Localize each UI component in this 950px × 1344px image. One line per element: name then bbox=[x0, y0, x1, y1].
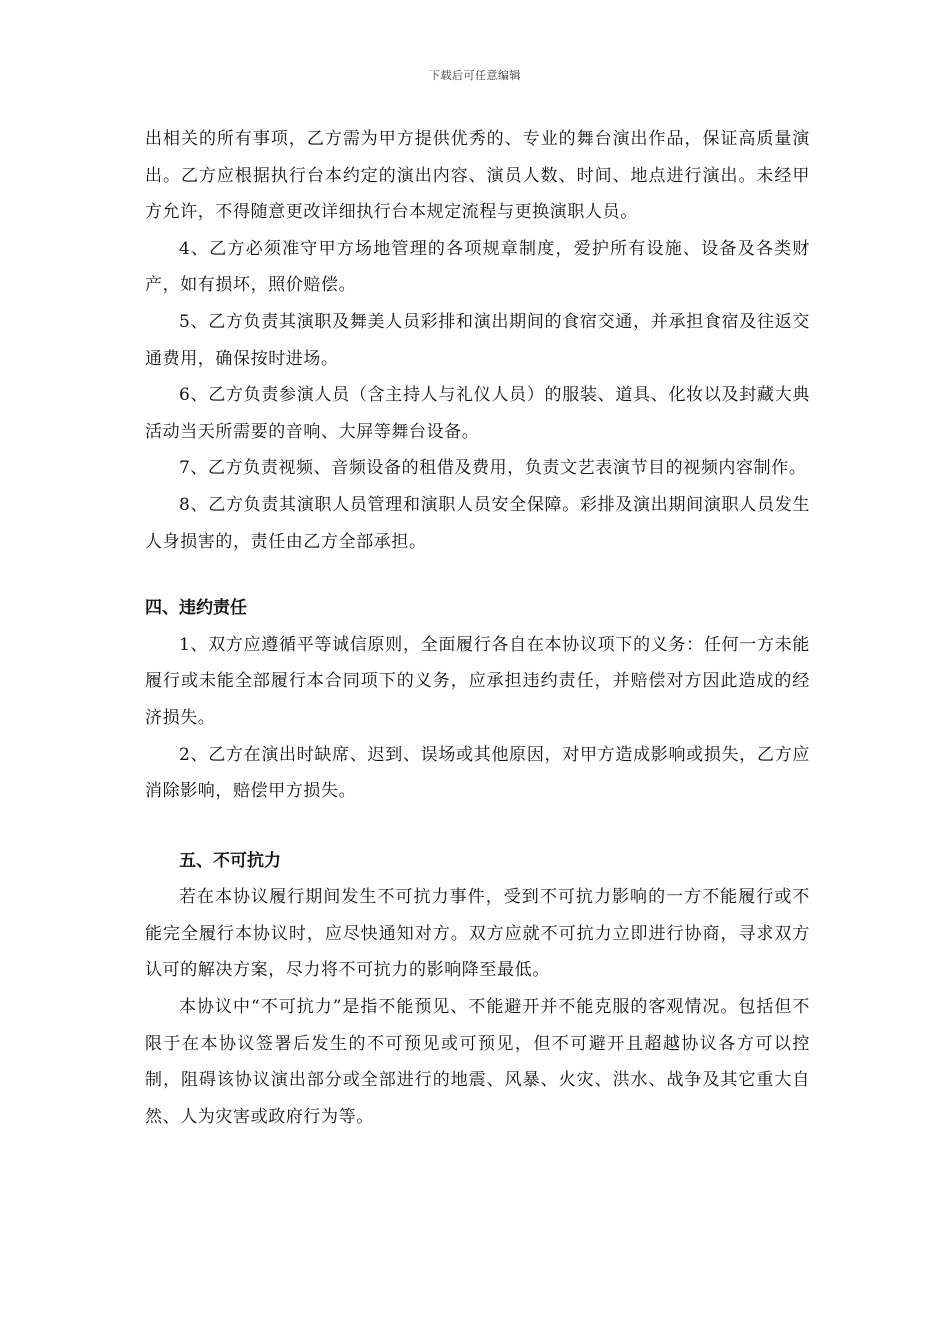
clause-4: 4、乙方必须准守甲方场地管理的各项规章制度，爱护所有设施、设备及各类财产，如有损坏，照价赔偿。 bbox=[145, 238, 810, 296]
paragraph-continuation: 出相关的所有事项，乙方需为甲方提供优秀的、专业的舞台演出作品，保证高质量演出。乙方应根据执行台本约定的演出内容、演员人数、时间、地点进行演出。未经甲方允许，不得随意更改详细执行台本规定流程与更换演职人员。 bbox=[145, 129, 810, 223]
section-4-title: 四、违约责任 bbox=[145, 598, 247, 619]
clause-6: 6、乙方负责参演人员（含主持人与礼仪人员）的服装、道具、化妆以及封藏大典活动当天所需要的音响、大屏等舞台设备。 bbox=[145, 385, 810, 442]
section-5-paragraph-1: 若在本协议履行期间发生不可抗力事件，受到不可抗力影响的一方不能履行或不能完全履行本协议时，应尽快通知对方。双方应就不可抗力立即进行协商，寻求双方认可的解决方案，尽力将不可抗力的影响降至最低。 bbox=[145, 887, 810, 981]
section-5-title: 五、不可抗力 bbox=[179, 850, 281, 871]
section-5-paragraph-2: 本协议中“不可抗力”是指不能预见、不能避开并不能克服的客观情况。包括但不限于在本协议签署后发生的不可预见或可预见，但不可避开且超越协议各方可以控制，阻碍该协议演出部分或全部进行的地震、风暴、火灾、洪水、战争及其它重大自然、人为灾害或政府行为等。 bbox=[145, 997, 810, 1127]
clause-7: 7、乙方负责视频、音频设备的租借及费用，负责文艺表演节目的视频内容制作。 bbox=[179, 458, 807, 479]
clause-8: 8、乙方负责其演职人员管理和演职人员安全保障。彩排及演出期间演职人员发生人身损害的，责任由乙方全部承担。 bbox=[145, 494, 810, 552]
section-4-clause-2: 2、乙方在演出时缺席、迟到、误场或其他原因，对甲方造成影响或损失，乙方应消除影响，赔偿甲方损失。 bbox=[145, 744, 810, 802]
section-spacer bbox=[145, 810, 810, 843]
page-header: 下载后可任意编辑 bbox=[429, 69, 521, 82]
section-spacer bbox=[145, 560, 810, 590]
section-4-clause-1: 1、双方应遵循平等诚信原则，全面履行各自在本协议项下的义务：任何一方未能履行或未能全部履行本合同项下的义务，应承担违约责任，并赔偿对方因此造成的经济损失。 bbox=[145, 634, 810, 728]
document-body bbox=[145, 121, 810, 1135]
clause-5: 5、乙方负责其演职及舞美人员彩排和演出期间的食宿交通，并承担食宿及往返交通费用，确保按时进场。 bbox=[145, 311, 810, 369]
